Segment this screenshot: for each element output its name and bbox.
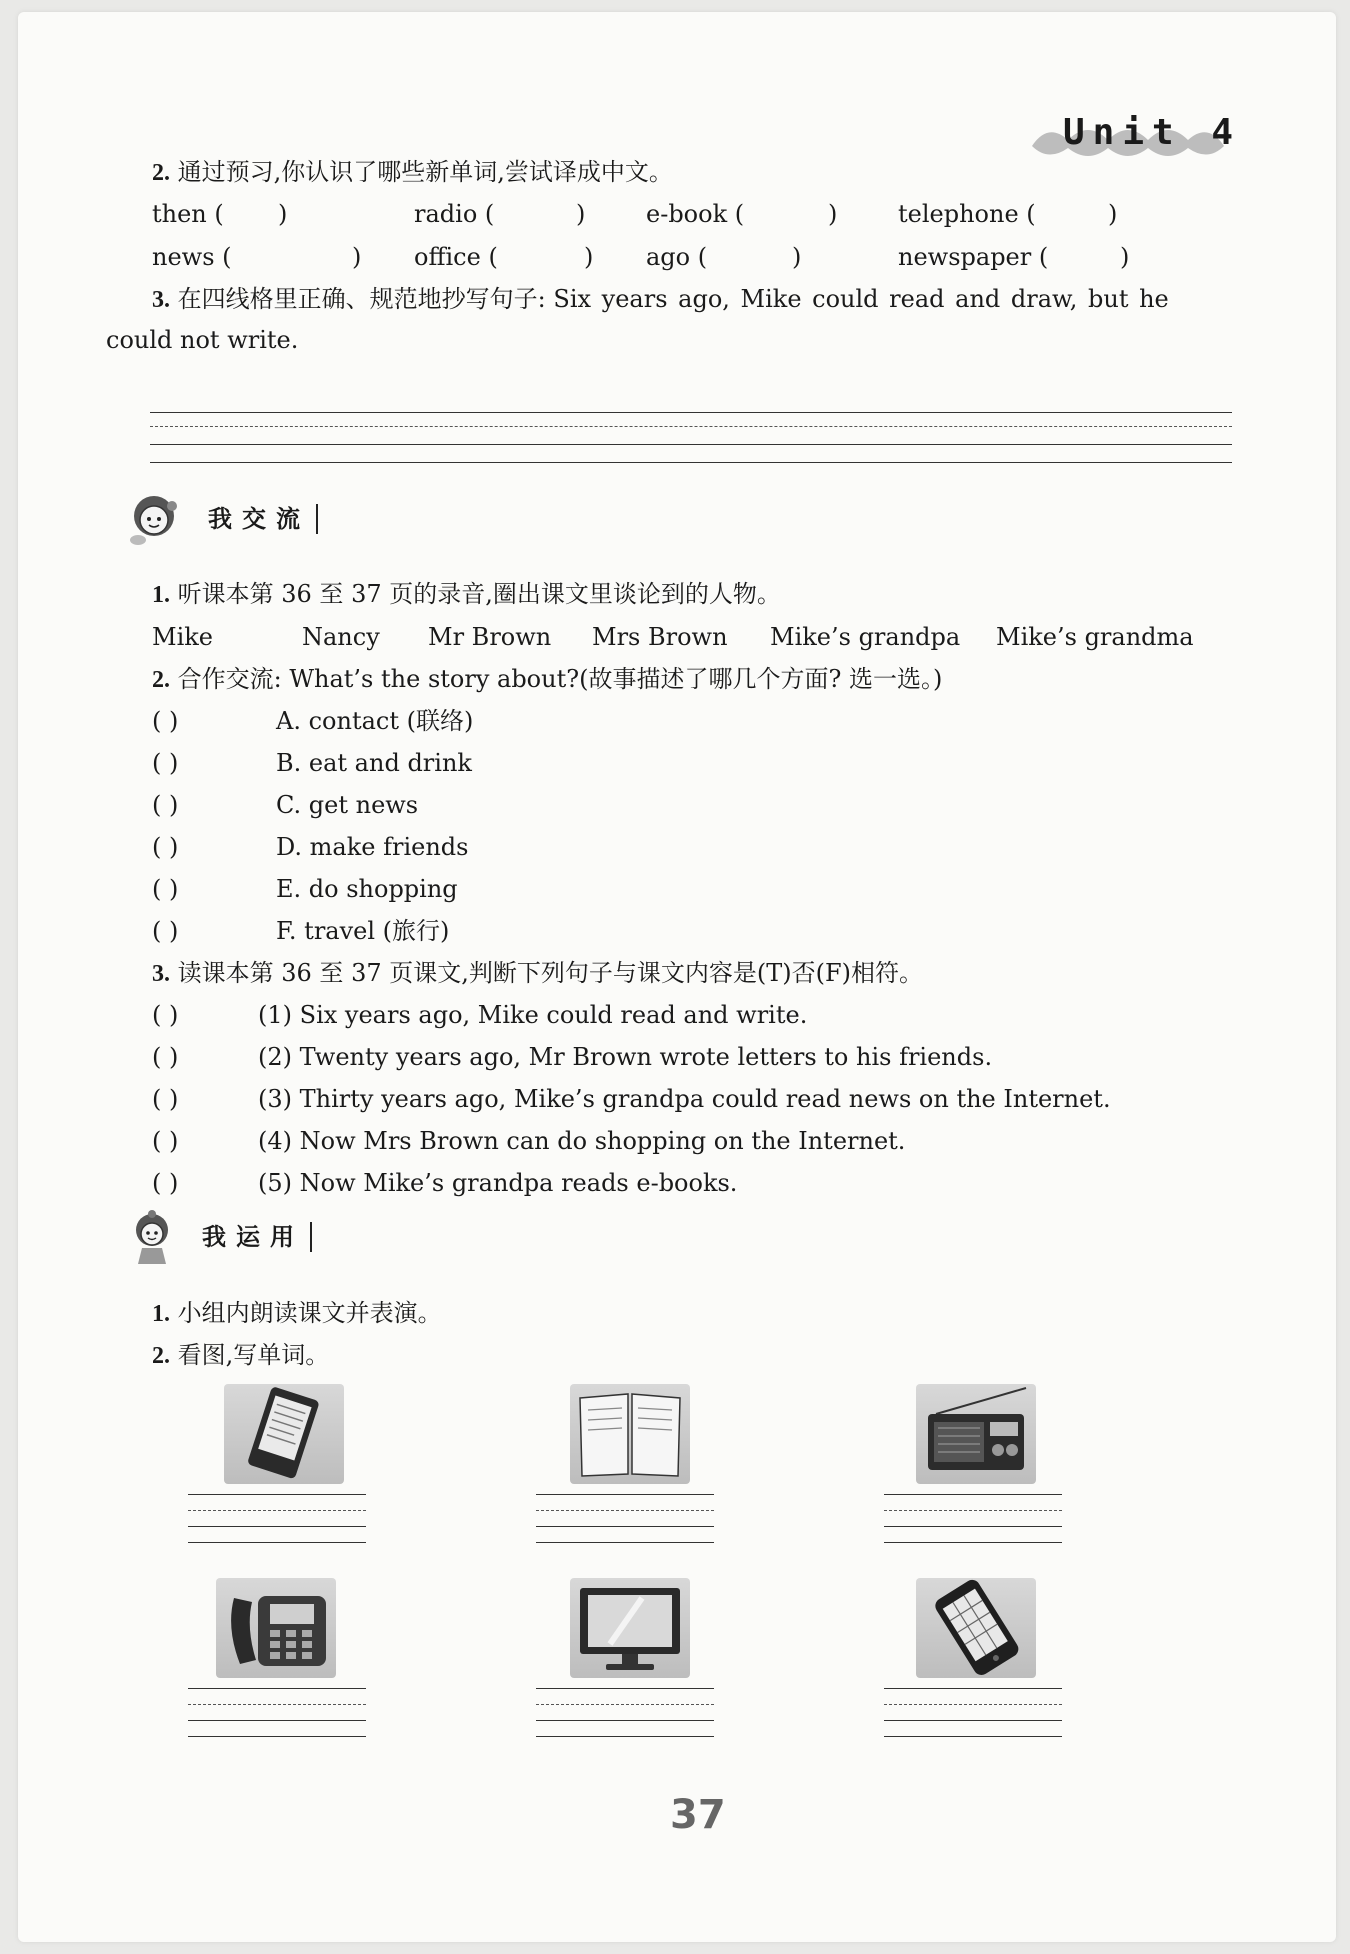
word-newspaper: newspaper ( (898, 243, 1049, 271)
use-q1-num: 1. (152, 1301, 170, 1327)
copy-grid[interactable] (150, 412, 1232, 472)
word-telephone: telephone ( (898, 200, 1036, 228)
radio-icon (916, 1384, 1036, 1484)
option-e-label: E. do shopping (276, 875, 458, 903)
word-office-close: ) (584, 243, 594, 271)
tf-5-mark[interactable]: ( ) (152, 1169, 179, 1197)
person-mike[interactable]: Mike (152, 623, 213, 651)
use-q1-line (152, 1298, 442, 1329)
option-a-mark[interactable]: ( ) (152, 707, 179, 735)
preview-q3-sentence-cont: could not write. (106, 326, 299, 354)
preview-q2-text: 通过预习,你认识了哪些新单词,尝试译成中文。 (177, 158, 673, 186)
radio-picture (916, 1384, 1036, 1484)
use-q2-line (152, 1340, 329, 1371)
tf-1-mark[interactable]: ( ) (152, 1001, 179, 1029)
tf-3-label: (3) Thirty years ago, Mike’s grandpa could read news on the Internet. (258, 1085, 1111, 1113)
tv-picture (570, 1578, 690, 1678)
unit-title: Unit 4 (1063, 112, 1242, 153)
option-a-label: A. contact (联络) (276, 707, 474, 735)
exchange-q2-num: 2. (152, 667, 170, 693)
girl-mascot-icon (128, 1210, 178, 1266)
exchange-q3-text: 读课本第 36 至 37 页课文,判断下列句子与课文内容是(T)否(F)相符。 (177, 959, 923, 987)
word-ago: ago ( (646, 243, 708, 271)
tf-4-mark[interactable]: ( ) (152, 1127, 179, 1155)
word-radio-close: ) (576, 200, 586, 228)
write-grid-1[interactable] (188, 1494, 366, 1554)
option-d-mark[interactable]: ( ) (152, 833, 179, 861)
preview-q2-num: 2. (152, 160, 170, 186)
tf-1-label: (1) Six years ago, Mike could read and write. (258, 1001, 808, 1029)
section-use-title: 我运用 (202, 1222, 312, 1252)
word-ebook: e-book ( (646, 200, 745, 228)
tf-2-mark[interactable]: ( ) (152, 1043, 179, 1071)
exchange-q3-line (152, 958, 923, 989)
word-office: office ( (414, 243, 498, 271)
section-exchange-title: 我交流 (208, 504, 318, 534)
preview-q3-line (152, 284, 1169, 315)
option-f-label: F. travel (旅行) (276, 917, 450, 945)
person-mikes-grandpa[interactable]: Mike’s grandpa (770, 623, 961, 651)
e-reader-picture (224, 1384, 344, 1484)
preview-q3-text: 在四线格里正确、规范地抄写句子: (177, 285, 546, 313)
newspaper-picture (570, 1384, 690, 1484)
mobile-phone-icon (916, 1578, 1036, 1678)
preview-q2-line (152, 157, 673, 188)
newspaper-icon (570, 1384, 690, 1484)
person-nancy[interactable]: Nancy (302, 623, 380, 651)
tv-icon (570, 1578, 690, 1678)
option-b-mark[interactable]: ( ) (152, 749, 179, 777)
option-c-mark[interactable]: ( ) (152, 791, 179, 819)
option-b-label: B. eat and drink (276, 749, 472, 777)
exchange-q3-num: 3. (152, 961, 170, 987)
word-ebook-close: ) (828, 200, 838, 228)
use-q2-text: 看图,写单词。 (177, 1341, 330, 1369)
preview-q3-sentence: Six years ago, Mike could read and draw, but he (553, 285, 1169, 313)
mobile-phone-picture (916, 1578, 1036, 1678)
option-e-mark[interactable]: ( ) (152, 875, 179, 903)
tf-5-label: (5) Now Mike’s grandpa reads e-books. (258, 1169, 738, 1197)
word-news-close: ) (352, 243, 362, 271)
person-mikes-grandma[interactable]: Mike’s grandma (996, 623, 1194, 651)
word-then-close: ) (278, 200, 288, 228)
section-use-header (128, 1210, 368, 1264)
preview-q3-num: 3. (152, 287, 170, 313)
word-newspaper-close: ) (1120, 243, 1130, 271)
write-grid-4[interactable] (188, 1688, 366, 1748)
tf-3-mark[interactable]: ( ) (152, 1085, 179, 1113)
word-news: news ( (152, 243, 232, 271)
write-grid-5[interactable] (536, 1688, 714, 1748)
exchange-q1-text: 听课本第 36 至 37 页的录音,圈出课文里谈论到的人物。 (177, 580, 781, 608)
exchange-q2-line (152, 664, 942, 695)
exchange-q2-text: 合作交流: What’s the story about?(故事描述了哪几个方面? 选一选。) (177, 665, 943, 693)
tf-2-label: (2) Twenty years ago, Mr Brown wrote letters to his friends. (258, 1043, 993, 1071)
person-mr-brown[interactable]: Mr Brown (428, 623, 552, 651)
person-mrs-brown[interactable]: Mrs Brown (592, 623, 728, 651)
page-number: 37 (670, 1792, 726, 1838)
option-f-mark[interactable]: ( ) (152, 917, 179, 945)
workbook-page (18, 12, 1336, 1942)
use-q2-num: 2. (152, 1343, 170, 1369)
word-then: then ( (152, 200, 224, 228)
option-d-label: D. make friends (276, 833, 469, 861)
write-grid-6[interactable] (884, 1688, 1062, 1748)
telephone-icon (216, 1578, 336, 1678)
exchange-q1-num: 1. (152, 582, 170, 608)
e-reader-icon (224, 1384, 344, 1484)
option-c-label: C. get news (276, 791, 419, 819)
use-q1-text: 小组内朗读课文并表演。 (177, 1299, 442, 1327)
kid-mascot-icon (128, 492, 184, 548)
telephone-picture (216, 1578, 336, 1678)
word-ago-close: ) (792, 243, 802, 271)
tf-4-label: (4) Now Mrs Brown can do shopping on the Internet. (258, 1127, 906, 1155)
write-grid-3[interactable] (884, 1494, 1062, 1554)
word-radio: radio ( (414, 200, 495, 228)
write-grid-2[interactable] (536, 1494, 714, 1554)
exchange-q1-line (152, 579, 781, 610)
word-telephone-close: ) (1108, 200, 1118, 228)
section-exchange-header (128, 492, 368, 546)
